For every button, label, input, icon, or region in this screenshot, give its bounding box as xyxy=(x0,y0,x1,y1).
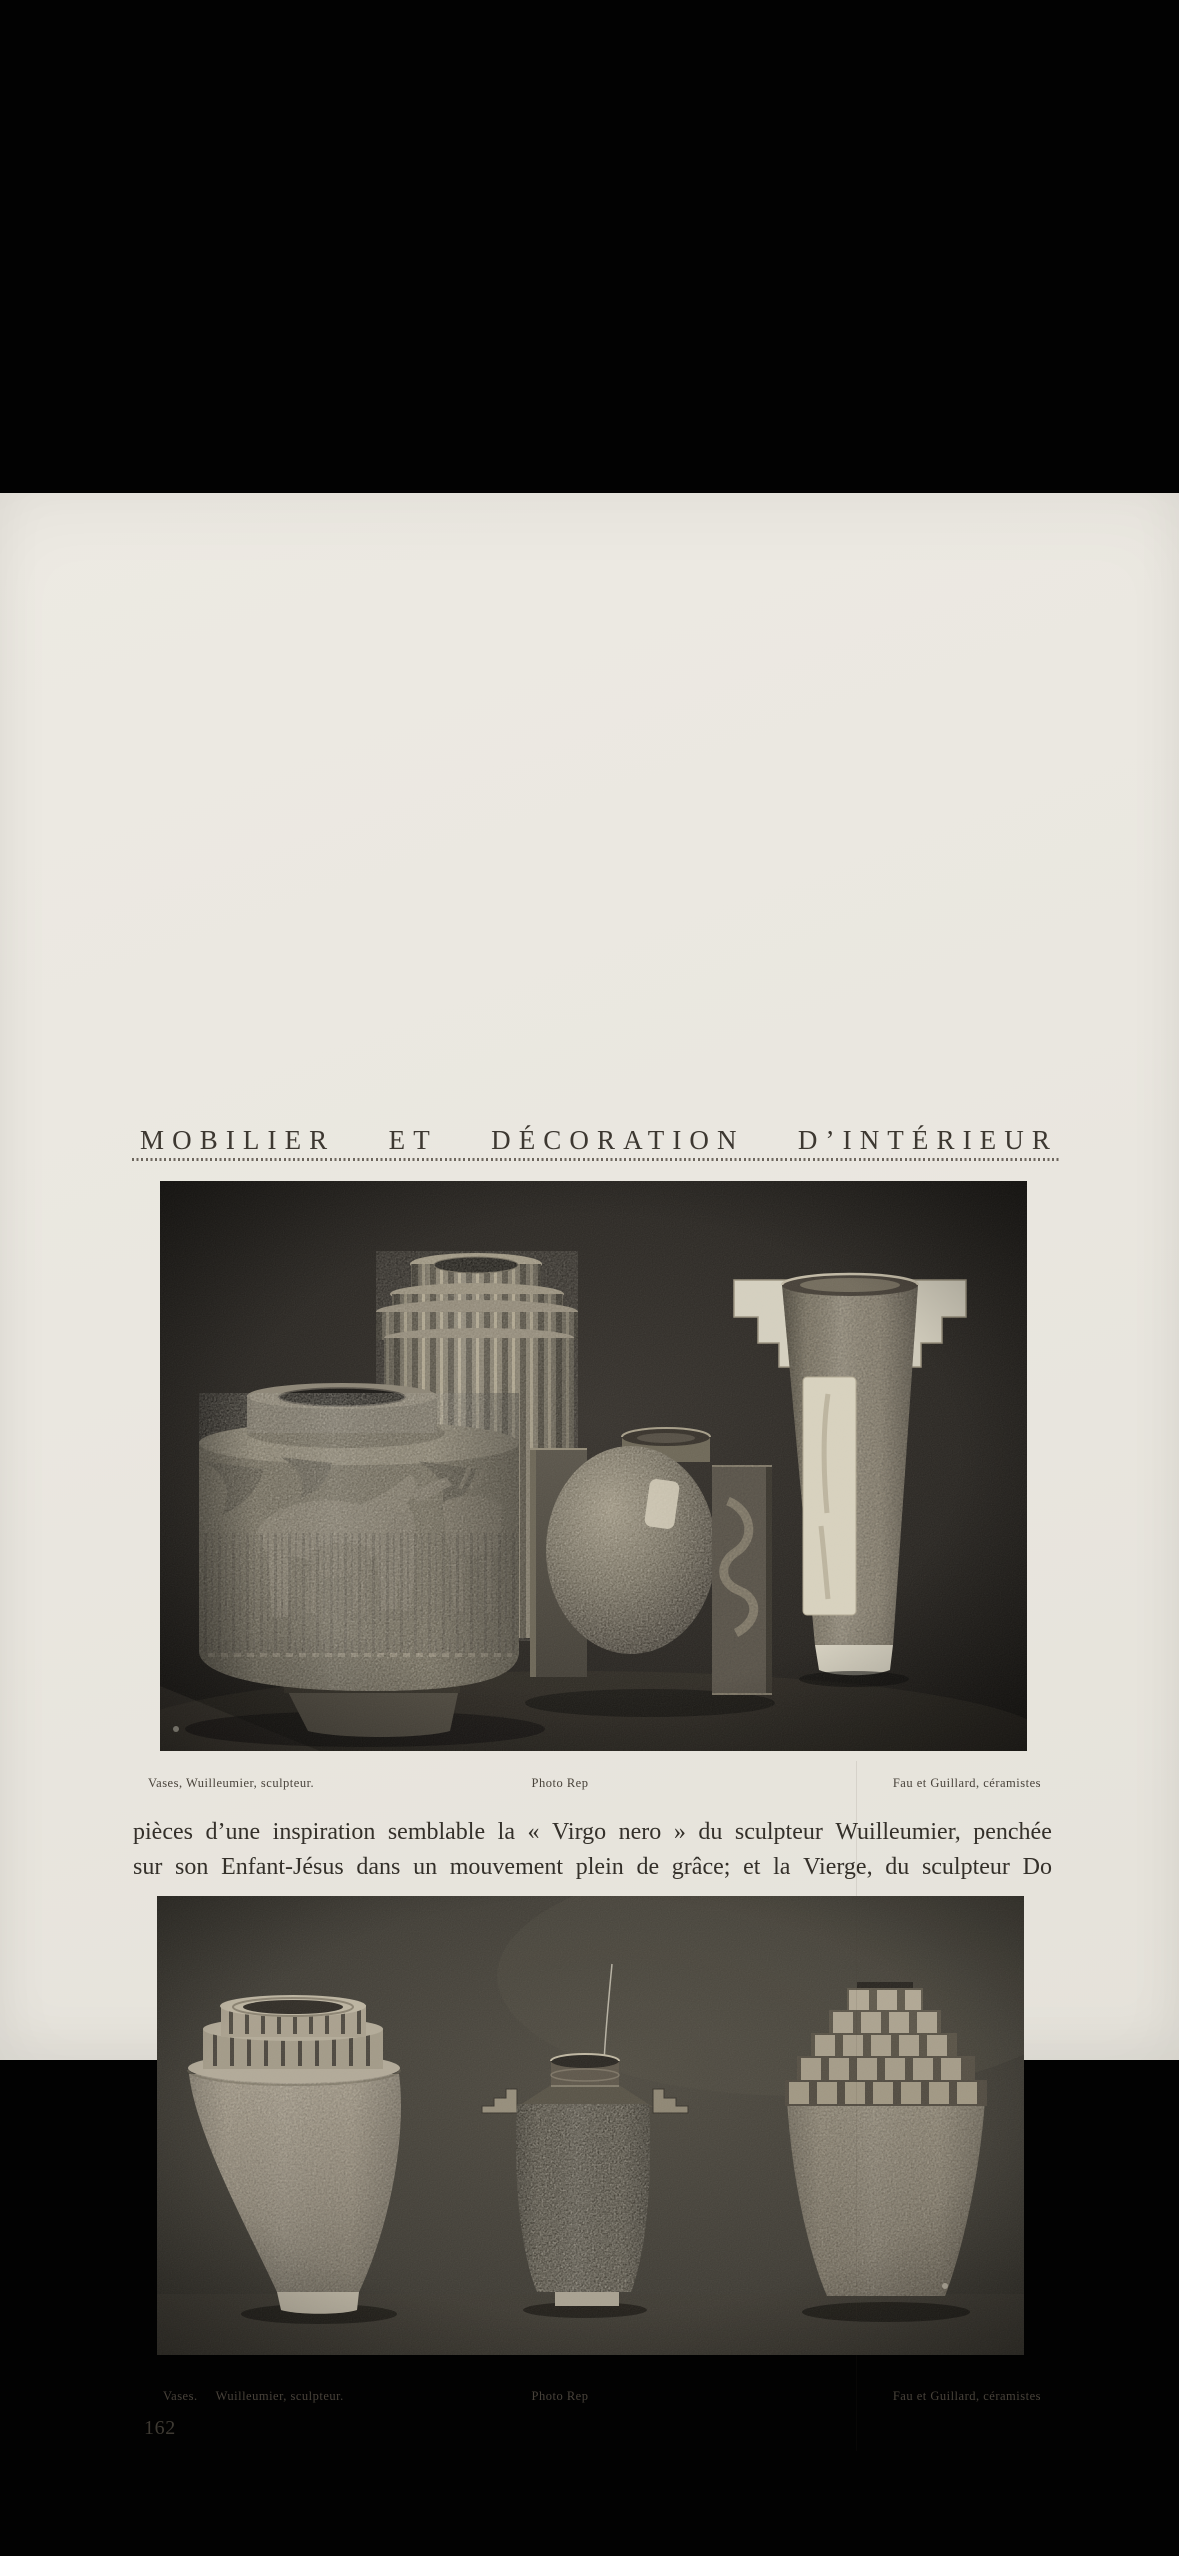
running-head xyxy=(140,1120,1058,1156)
figure2-caption-left xyxy=(163,2389,344,2404)
figure2-caption-right: Fau et Guillard, céramistes xyxy=(892,2389,1041,2403)
paragraph-word: sculpteur xyxy=(921,1854,1010,1880)
paper-sheet xyxy=(0,493,1179,2439)
figure1-caption-center: Photo Rep xyxy=(531,1776,589,1790)
figure2-caption-center: Photo Rep xyxy=(531,2389,589,2403)
header-word-et: ET xyxy=(388,1125,438,1155)
paragraph-word: Wuilleumier, xyxy=(835,1819,961,1845)
paragraph-word: semblable xyxy=(387,1819,486,1845)
figure1-caption-left: Vases, Wuilleumier, sculpteur. xyxy=(148,1776,315,1790)
paragraph-word: » xyxy=(673,1819,686,1845)
header-word-mobilier: MOBILIER xyxy=(140,1125,336,1155)
paragraph-line-1 xyxy=(133,1815,1052,1849)
figure-photo-1 xyxy=(160,1181,1027,1751)
header-word-decoration: DÉCORATION xyxy=(491,1125,745,1155)
figure1-caption-row xyxy=(0,1776,1179,1796)
paragraph-word: penchée xyxy=(973,1819,1052,1845)
scan-scratch-line xyxy=(856,1761,857,2451)
paragraph-word: dans xyxy=(356,1854,401,1880)
paragraph-word: de xyxy=(636,1854,660,1880)
figure2-caption-left-rest: Wuilleumier, sculpteur. xyxy=(215,2389,344,2403)
paragraph-word: grâce; xyxy=(671,1854,731,1880)
paragraph-word: pièces xyxy=(133,1819,193,1845)
paragraph-word: Vierge, xyxy=(803,1854,873,1880)
paragraph-word: du xyxy=(885,1854,910,1880)
paragraph-line-2 xyxy=(133,1850,1052,1884)
figure2-caption-left-word: Vases. xyxy=(163,2389,198,2403)
paragraph-word: « xyxy=(527,1819,540,1845)
vases-photo-2-image xyxy=(157,1896,1024,2355)
dotted-rule xyxy=(132,1158,1060,1161)
paragraph-word: plein xyxy=(575,1854,624,1880)
paragraph-word: son xyxy=(175,1854,209,1880)
paragraph-word: du xyxy=(698,1819,723,1845)
paragraph-word: et xyxy=(743,1854,761,1880)
paragraph-word: mouvement xyxy=(449,1854,564,1880)
header-word-dinterieur: D’INTÉRIEUR xyxy=(797,1125,1058,1155)
paragraph-word: la xyxy=(773,1854,791,1880)
paragraph-word: d’une xyxy=(205,1819,261,1845)
paragraph-word: Do xyxy=(1022,1854,1052,1880)
paragraph-word: sur xyxy=(133,1854,163,1880)
paragraph-word: Enfant-Jésus xyxy=(221,1854,344,1880)
paragraph-word: la xyxy=(497,1819,515,1845)
vases-photo-1-image xyxy=(160,1181,1027,1751)
paragraph-word: un xyxy=(413,1854,438,1880)
paragraph-word: sculpteur xyxy=(734,1819,823,1845)
figure1-caption-right: Fau et Guillard, céramistes xyxy=(892,1776,1041,1790)
paragraph-word: Virgo xyxy=(552,1819,607,1845)
figure-photo-2 xyxy=(157,1896,1024,2355)
paragraph-word: nero xyxy=(618,1819,662,1845)
page-number: 162 xyxy=(144,2417,176,2439)
paragraph-word: inspiration xyxy=(272,1819,376,1845)
figure2-caption-row xyxy=(0,2389,1179,2409)
